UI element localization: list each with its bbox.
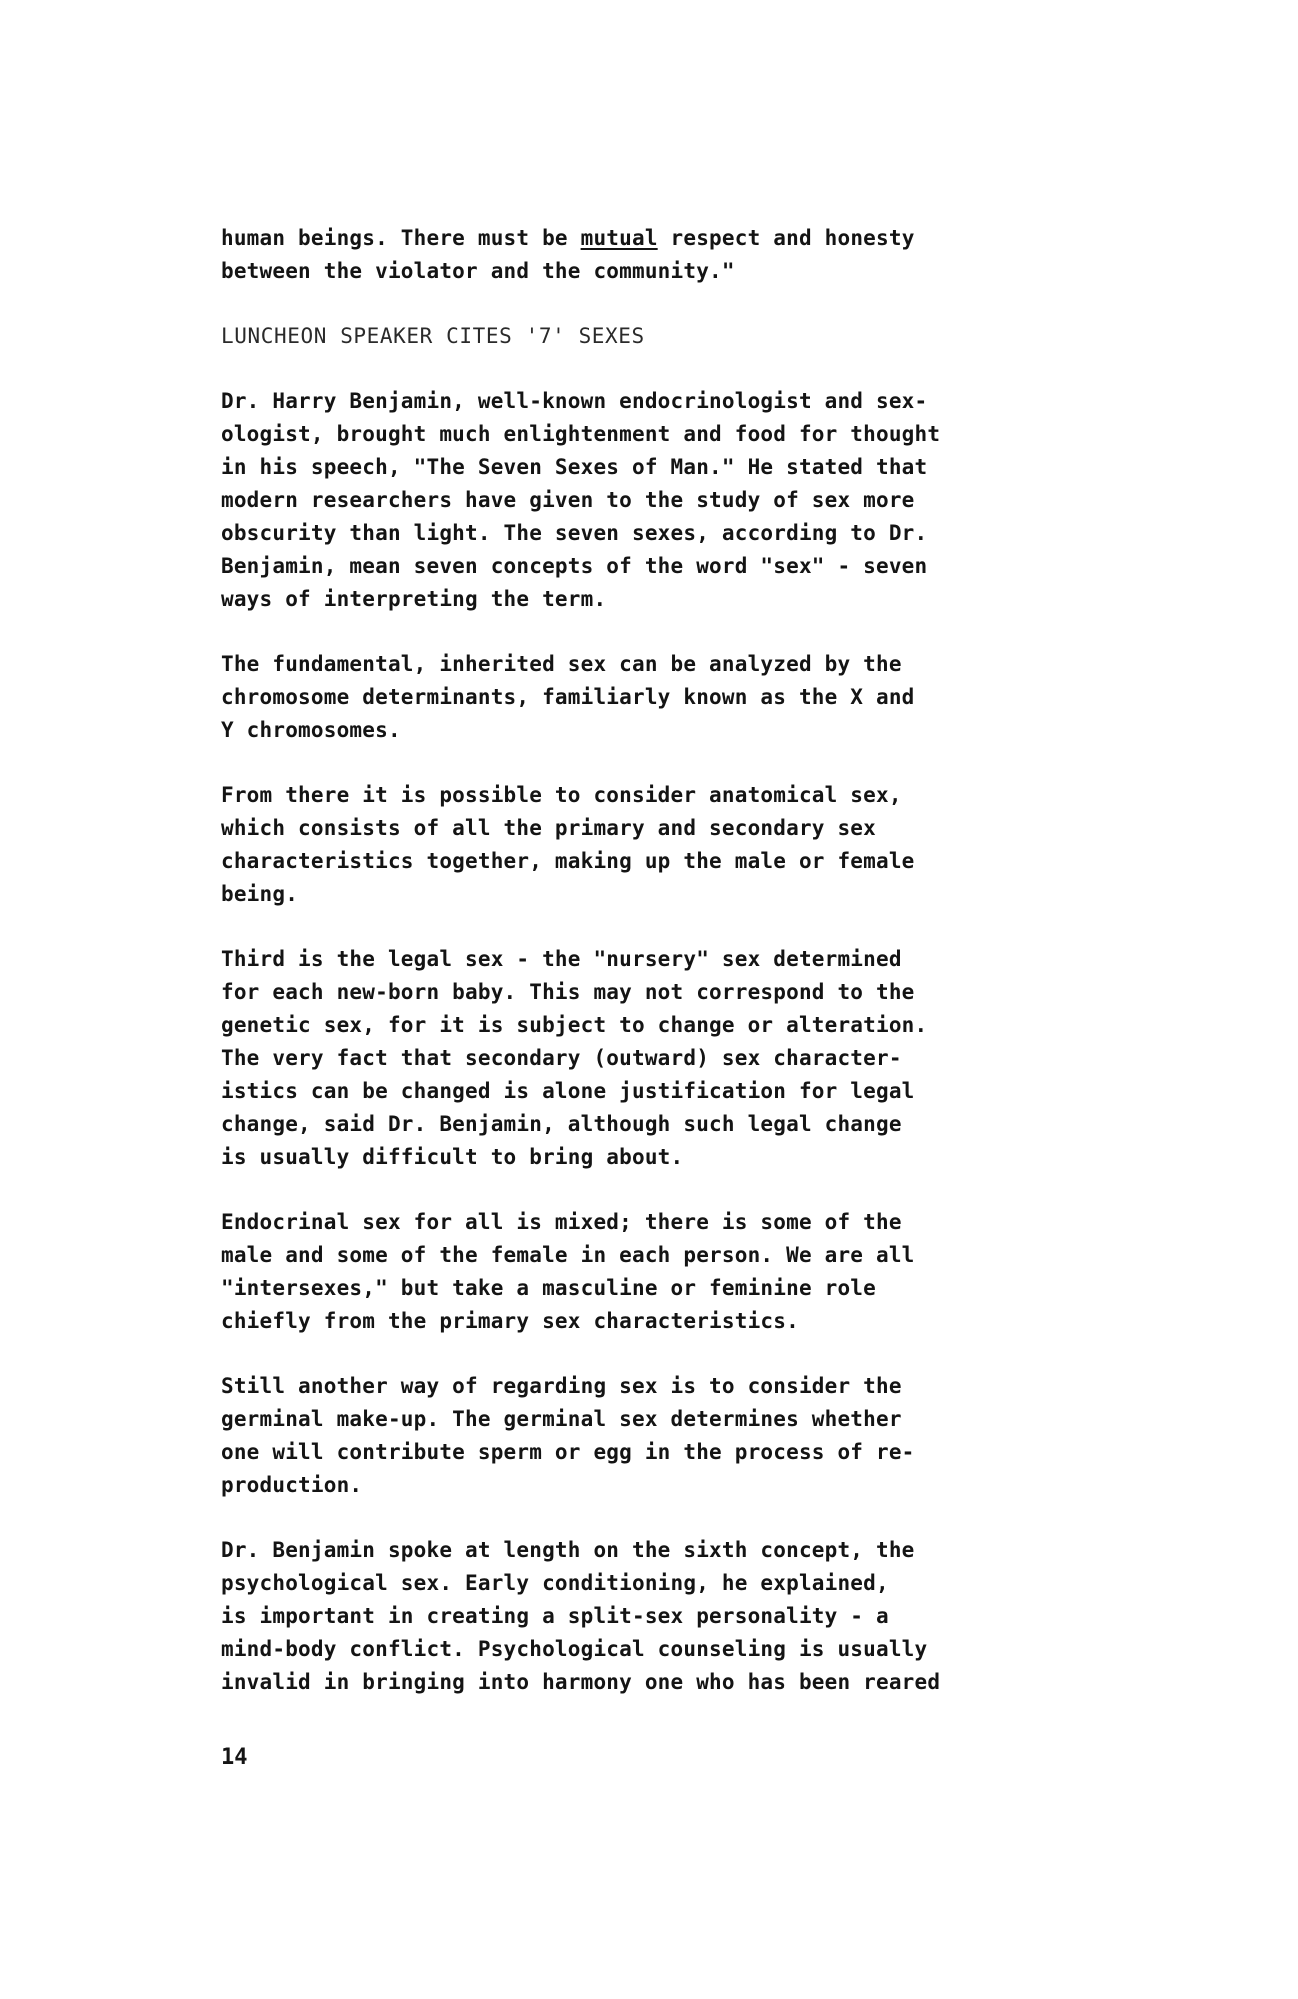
intro-paragraph: [221, 222, 1101, 288]
body-text: [221, 222, 1101, 1731]
paragraph: [221, 385, 1101, 616]
text-line: mind-body conflict. Psychological counseling is usually: [221, 1637, 928, 1661]
text-line: "intersexes," but take a masculine or feminine role: [221, 1276, 876, 1300]
paragraph: [221, 943, 1101, 1174]
page-number: 14: [221, 1745, 248, 1770]
text-line: The very fact that secondary (outward) sex character-: [221, 1046, 902, 1070]
text-line: is usually difficult to bring about.: [221, 1145, 684, 1169]
text-line: ways of interpreting the term.: [221, 587, 607, 611]
text-line: is important in creating a split-sex personality - a: [221, 1604, 889, 1628]
text-line: production.: [221, 1473, 363, 1497]
text-line: male and some of the female in each person. We are all: [221, 1243, 915, 1267]
text-line: characteristics together, making up the male or female: [221, 849, 915, 873]
paragraph: [221, 1206, 1101, 1338]
text-line: one will contribute sperm or egg in the process of re-: [221, 1440, 915, 1464]
text-line: Still another way of regarding sex is to consider the: [221, 1374, 902, 1398]
text-line: between the violator and the community.": [221, 259, 735, 283]
text-segment: human beings. There must be: [221, 226, 581, 250]
underlined-word: mutual: [580, 226, 658, 250]
text-line: Dr. Harry Benjamin, well-known endocrinologist and sex-: [221, 389, 928, 413]
paragraph: [221, 1370, 1101, 1502]
text-line: chiefly from the primary sex characteristics.: [221, 1309, 799, 1333]
text-line: psychological sex. Early conditioning, he explained,: [221, 1571, 889, 1595]
text-line: invalid in bringing into harmony one who has been reared: [221, 1670, 941, 1694]
text-line: genetic sex, for it is subject to change or alteration.: [221, 1013, 928, 1037]
paragraph: [221, 779, 1101, 911]
text-line: Y chromosomes.: [221, 718, 401, 742]
text-line: chromosome determinants, familiarly known as the X and: [221, 685, 915, 709]
text-line: The fundamental, inherited sex can be analyzed by the: [221, 652, 902, 676]
text-line: Endocrinal sex for all is mixed; there is some of the: [221, 1210, 902, 1234]
text-line: From there it is possible to consider anatomical sex,: [221, 783, 902, 807]
text-line: [221, 222, 1101, 255]
text-line: istics can be changed is alone justification for legal: [221, 1079, 915, 1103]
text-line: for each new-born baby. This may not correspond to the: [221, 980, 915, 1004]
paragraph-list: [221, 385, 1101, 1699]
text-line: which consists of all the primary and secondary sex: [221, 816, 876, 840]
text-line: in his speech, "The Seven Sexes of Man." He stated that: [221, 455, 928, 479]
paragraph: [221, 1534, 1101, 1699]
text-line: germinal make-up. The germinal sex determines whether: [221, 1407, 902, 1431]
text-segment: respect and honesty: [657, 226, 915, 250]
text-line: modern researchers have given to the study of sex more: [221, 488, 915, 512]
text-line: Third is the legal sex - the "nursery" sex determined: [221, 947, 902, 971]
text-line: being.: [221, 882, 299, 906]
text-line: ologist, brought much enlightenment and food for thought: [221, 422, 941, 446]
text-line: obscurity than light. The seven sexes, according to Dr.: [221, 521, 928, 545]
section-heading: LUNCHEON SPEAKER CITES '7' SEXES: [221, 324, 645, 348]
text-line: Benjamin, mean seven concepts of the word "sex" - seven: [221, 554, 928, 578]
text-line: Dr. Benjamin spoke at length on the sixth concept, the: [221, 1538, 915, 1562]
paragraph: [221, 648, 1101, 747]
text-line: change, said Dr. Benjamin, although such legal change: [221, 1112, 902, 1136]
